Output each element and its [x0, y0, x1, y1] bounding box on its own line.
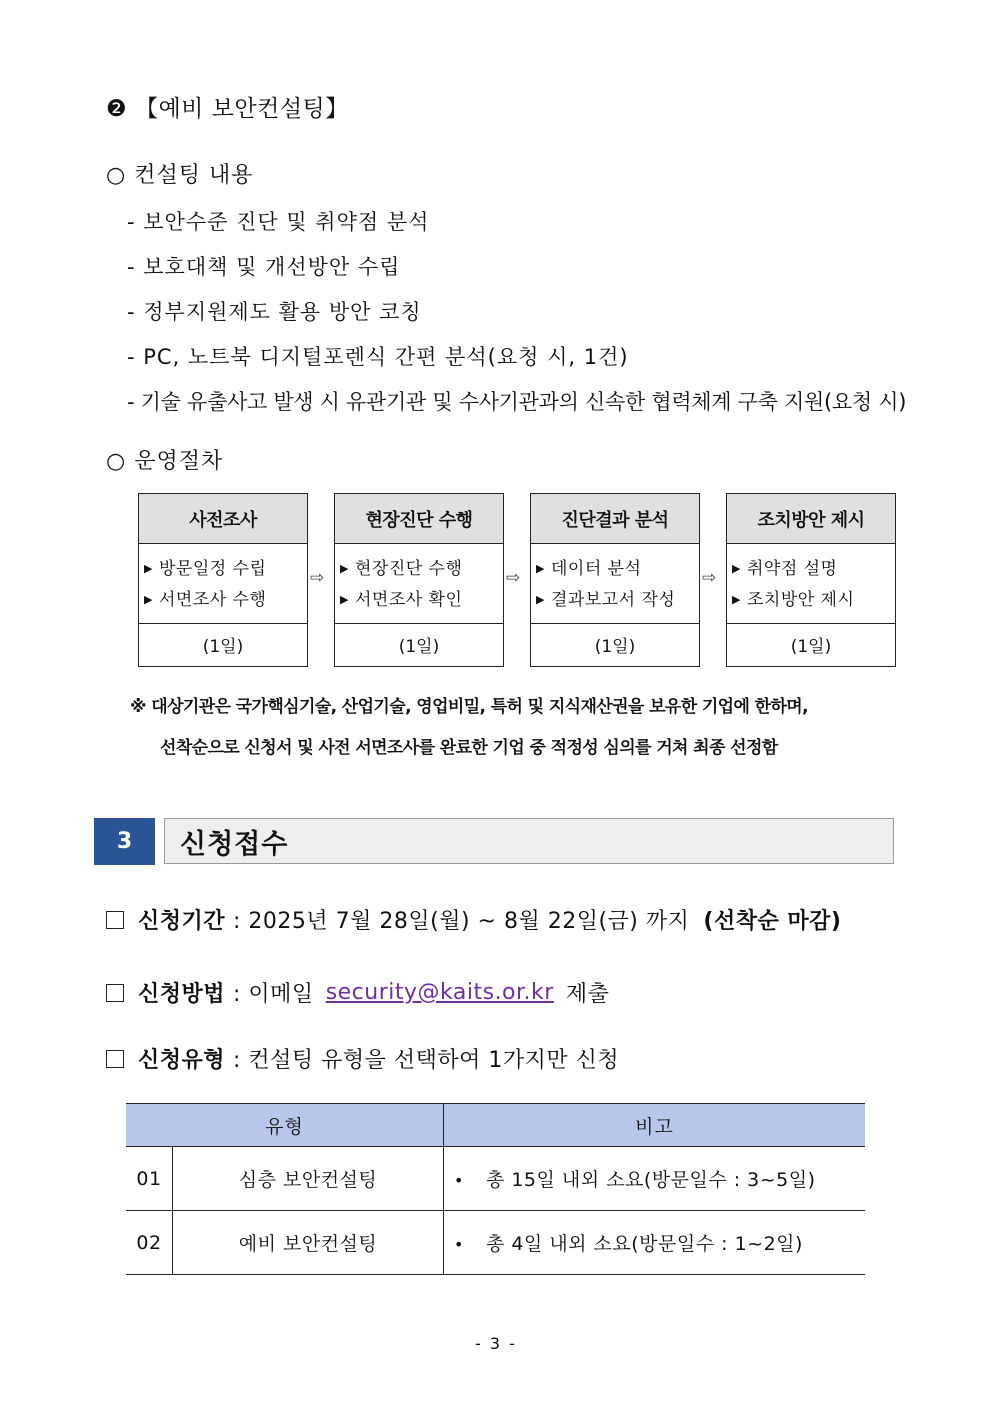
page-number: - 3 -: [475, 1334, 517, 1353]
step-duration: (1일): [790, 637, 832, 657]
email-link[interactable]: security@kaits.or.kr: [325, 980, 554, 1005]
step-title: 현장진단 수행: [335, 494, 503, 544]
content-item: - 정부지원제도 활용 방안 코칭: [127, 300, 422, 324]
content-item: - 보안수준 진단 및 취약점 분석: [127, 210, 430, 234]
table-row: [126, 1211, 865, 1275]
process-step: [726, 493, 896, 667]
bullet-triangle-icon: ▶: [536, 593, 545, 606]
content-item: - 기술 유출사고 발생 시 유관기관 및 수사기관과의 신속한 협력체계 구축 지원(요청 시): [127, 390, 907, 414]
step-item: ▶ 취약점 설명: [732, 554, 895, 585]
step-duration: (1일): [594, 637, 636, 657]
period-emphasis: (선착순 마감): [703, 909, 842, 934]
section-marker: ❷: [106, 96, 128, 122]
type-label: 신청유형: [138, 1048, 226, 1073]
section-number: 3: [94, 818, 155, 865]
row-name: 예비 보안컨설팅: [173, 1211, 444, 1275]
step-title: 진단결과 분석: [531, 494, 699, 544]
application-type: [106, 1043, 619, 1074]
bullet-triangle-icon: ▶: [144, 593, 153, 606]
step-item: ▶ 조치방안 제시: [732, 585, 895, 616]
period-value: : 2025년 7월 28일(월) ~ 8월 22일(금) 까지: [233, 909, 690, 934]
row-note: • 총 15일 내외 소요(방문일수 : 3~5일): [444, 1147, 866, 1211]
section-title: 【예비 보안컨설팅】: [134, 96, 349, 122]
bullet-triangle-icon: ▶: [340, 562, 349, 575]
bullet-triangle-icon: ▶: [340, 593, 349, 606]
consulting-type-table: [126, 1103, 865, 1275]
row-number: 02: [126, 1211, 173, 1275]
step-item: ▶ 결과보고서 작성: [536, 585, 699, 616]
method-label: 신청방법: [138, 982, 226, 1007]
content-item: - PC, 노트북 디지털포렌식 간편 분석(요청 시, 1건): [127, 345, 629, 369]
method-prefix: : 이메일: [233, 982, 314, 1007]
section-heading: [106, 90, 349, 123]
step-title: 사전조사: [139, 494, 307, 544]
arrow-right-icon: ⇨: [702, 568, 717, 588]
content-item: - 보호대책 및 개선방안 수립: [127, 255, 401, 279]
section-title: 신청접수: [180, 829, 289, 860]
step-item: ▶ 현장진단 수행: [340, 554, 503, 585]
type-value: : 컨설팅 유형을 선택하여 1가지만 신청: [233, 1048, 620, 1073]
arrow-right-icon: ⇨: [506, 568, 521, 588]
method-suffix: 제출: [565, 982, 610, 1007]
row-note: • 총 4일 내외 소요(방문일수 : 1~2일): [444, 1211, 866, 1275]
step-duration: (1일): [398, 637, 440, 657]
step-title: 조치방안 제시: [727, 494, 895, 544]
row-name: 심층 보안컨설팅: [173, 1147, 444, 1211]
process-step: [138, 493, 308, 667]
application-method: [106, 977, 609, 1008]
step-item: ▶ 방문일정 수립: [144, 554, 307, 585]
row-number: 01: [126, 1147, 173, 1211]
table-row: [126, 1147, 865, 1211]
procedure-heading: ○ 운영절차: [106, 449, 224, 474]
bullet-triangle-icon: ▶: [732, 593, 741, 606]
note-line: ※ 대상기관은 국가핵심기술, 산업기술, 영업비밀, 특허 및 지식재산권을 보유한 기업에 한하며,: [130, 697, 808, 717]
header-type: 유형: [126, 1104, 444, 1147]
table-header-row: [126, 1104, 865, 1147]
step-item: ▶ 데이터 분석: [536, 554, 699, 585]
process-step: [334, 493, 504, 667]
step-item: ▶ 서면조사 수행: [144, 585, 307, 616]
application-period: [106, 904, 849, 935]
bullet-triangle-icon: ▶: [144, 562, 153, 575]
process-step: [530, 493, 700, 667]
checkbox-square-icon: [106, 911, 124, 929]
bullet-dot-icon: •: [454, 1171, 464, 1190]
arrow-right-icon: ⇨: [310, 568, 325, 588]
bullet-triangle-icon: ▶: [536, 562, 545, 575]
header-note: 비고: [444, 1104, 866, 1147]
bullet-dot-icon: •: [454, 1235, 464, 1254]
bullet-triangle-icon: ▶: [732, 562, 741, 575]
content-heading: ○ 컨설팅 내용: [106, 163, 254, 188]
step-item: ▶ 서면조사 확인: [340, 585, 503, 616]
checkbox-square-icon: [106, 984, 124, 1002]
note-line: 선착순으로 신청서 및 사전 서면조사를 완료한 기업 중 적정성 심의를 거쳐 최종 선정함: [160, 738, 778, 758]
checkbox-square-icon: [106, 1050, 124, 1068]
period-label: 신청기간: [138, 909, 226, 934]
step-duration: (1일): [202, 637, 244, 657]
